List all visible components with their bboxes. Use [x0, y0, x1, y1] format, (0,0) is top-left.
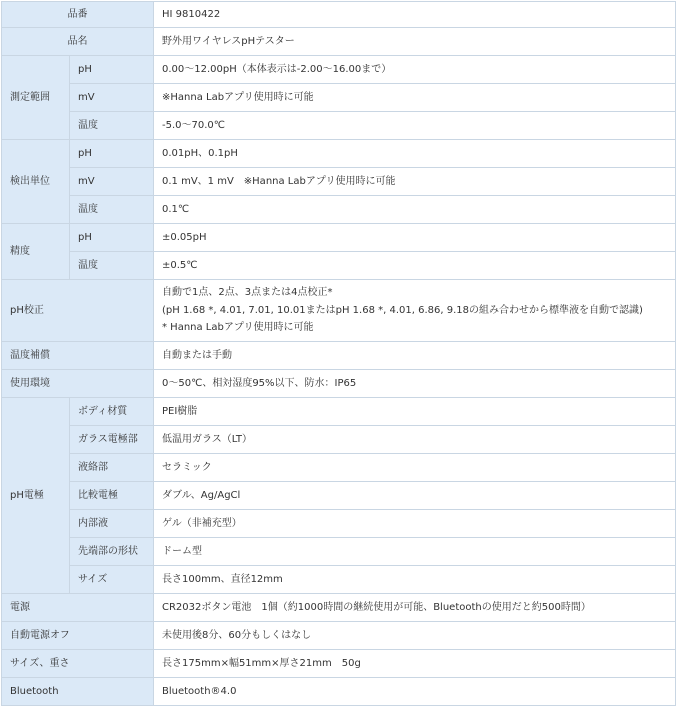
- sub-value: 0.01pH、0.1pH: [154, 140, 676, 168]
- sub-value: ±0.05pH: [154, 224, 676, 252]
- row-value-kousei: [154, 280, 676, 342]
- row-label-hinmei: 品名: [2, 28, 154, 56]
- table-row: [2, 622, 676, 650]
- table-row: [2, 594, 676, 622]
- sub-value: ±0.5℃: [154, 252, 676, 280]
- table-row: [2, 426, 676, 454]
- row-label-kousei: pH校正: [2, 280, 154, 342]
- row-value-bluetooth: Bluetooth®4.0: [154, 678, 676, 706]
- table-row: [2, 510, 676, 538]
- kousei-line: * Hanna Labアプリ使用時に可能: [162, 322, 314, 334]
- table-row: [2, 566, 676, 594]
- row-label-ondo-hosei: 温度補償: [2, 342, 154, 370]
- sub-label: 液絡部: [70, 454, 154, 482]
- sub-label: pH: [70, 56, 154, 84]
- group-label-seido: 精度: [2, 224, 70, 280]
- sub-value: -5.0〜70.0℃: [154, 112, 676, 140]
- sub-label: 温度: [70, 196, 154, 224]
- table-row: [2, 280, 676, 342]
- table-row: [2, 196, 676, 224]
- sub-value: セラミック: [154, 454, 676, 482]
- sub-label: ボディ材質: [70, 398, 154, 426]
- group-label-denkyoku: pH電極: [2, 398, 70, 594]
- table-row: [2, 224, 676, 252]
- table-row: [2, 56, 676, 84]
- row-label-kankyo: 使用環境: [2, 370, 154, 398]
- sub-label: 温度: [70, 112, 154, 140]
- row-value-hinban: HI 9810422: [154, 2, 676, 28]
- row-value-kankyo: 0〜50℃、相対湿度95%以下、防水：IP65: [154, 370, 676, 398]
- table-row: [2, 112, 676, 140]
- row-value-size: 長さ175mm×幅51mm×厚さ21mm 50g: [154, 650, 676, 678]
- sub-label: 温度: [70, 252, 154, 280]
- table-row: [2, 538, 676, 566]
- sub-value: 0.1 mV、1 mV ※Hanna Labアプリ使用時に可能: [154, 168, 676, 196]
- sub-label: 比較電極: [70, 482, 154, 510]
- table-row: [2, 140, 676, 168]
- sub-value: ダブル、Ag/AgCl: [154, 482, 676, 510]
- sub-label: pH: [70, 224, 154, 252]
- sub-label: サイズ: [70, 566, 154, 594]
- table-row: [2, 252, 676, 280]
- kousei-line: (pH 1.68 *, 4.01, 7.01, 10.01またはpH 1.68 *, 4.01, 6.86, 9.18の組み合わせから標準液を自動で認識): [162, 304, 643, 316]
- row-label-dengen: 電源: [2, 594, 154, 622]
- spec-table: [1, 1, 676, 706]
- kousei-line: 自動で1点、2点、3点または4点校正*: [162, 287, 333, 299]
- table-row: [2, 84, 676, 112]
- table-row: [2, 398, 676, 426]
- sub-value: PEI樹脂: [154, 398, 676, 426]
- sub-value: 低温用ガラス（LT）: [154, 426, 676, 454]
- table-row: [2, 650, 676, 678]
- group-label-kenshutsu: 検出単位: [2, 140, 70, 224]
- table-row: [2, 370, 676, 398]
- sub-label: mV: [70, 168, 154, 196]
- row-value-ondo-hosei: 自動または手動: [154, 342, 676, 370]
- sub-value: ドーム型: [154, 538, 676, 566]
- table-row: [2, 454, 676, 482]
- table-row: [2, 678, 676, 706]
- sub-label: pH: [70, 140, 154, 168]
- row-label-hinban: 品番: [2, 2, 154, 28]
- group-label-sokutei: 測定範囲: [2, 56, 70, 140]
- sub-value: 0.00〜12.00pH（本体表示は-2.00〜16.00まで）: [154, 56, 676, 84]
- sub-value: ゲル（非補充型）: [154, 510, 676, 538]
- row-label-size: サイズ、重さ: [2, 650, 154, 678]
- table-row: [2, 168, 676, 196]
- row-label-auto-off: 自動電源オフ: [2, 622, 154, 650]
- sub-label: 先端部の形状: [70, 538, 154, 566]
- sub-label: mV: [70, 84, 154, 112]
- row-value-hinmei: 野外用ワイヤレスpHテスター: [154, 28, 676, 56]
- table-row: [2, 28, 676, 56]
- row-value-dengen: CR2032ボタン電池 1個（約1000時間の継続使用が可能、Bluetoothの使用だと約500時間）: [154, 594, 676, 622]
- table-row: [2, 2, 676, 28]
- sub-label: ガラス電極部: [70, 426, 154, 454]
- table-row: [2, 342, 676, 370]
- sub-value: 長さ100mm、直径12mm: [154, 566, 676, 594]
- sub-label: 内部液: [70, 510, 154, 538]
- row-label-bluetooth: Bluetooth: [2, 678, 154, 706]
- table-row: [2, 482, 676, 510]
- sub-value: 0.1℃: [154, 196, 676, 224]
- row-value-auto-off: 未使用後8分、60分もしくはなし: [154, 622, 676, 650]
- sub-value: ※Hanna Labアプリ使用時に可能: [154, 84, 676, 112]
